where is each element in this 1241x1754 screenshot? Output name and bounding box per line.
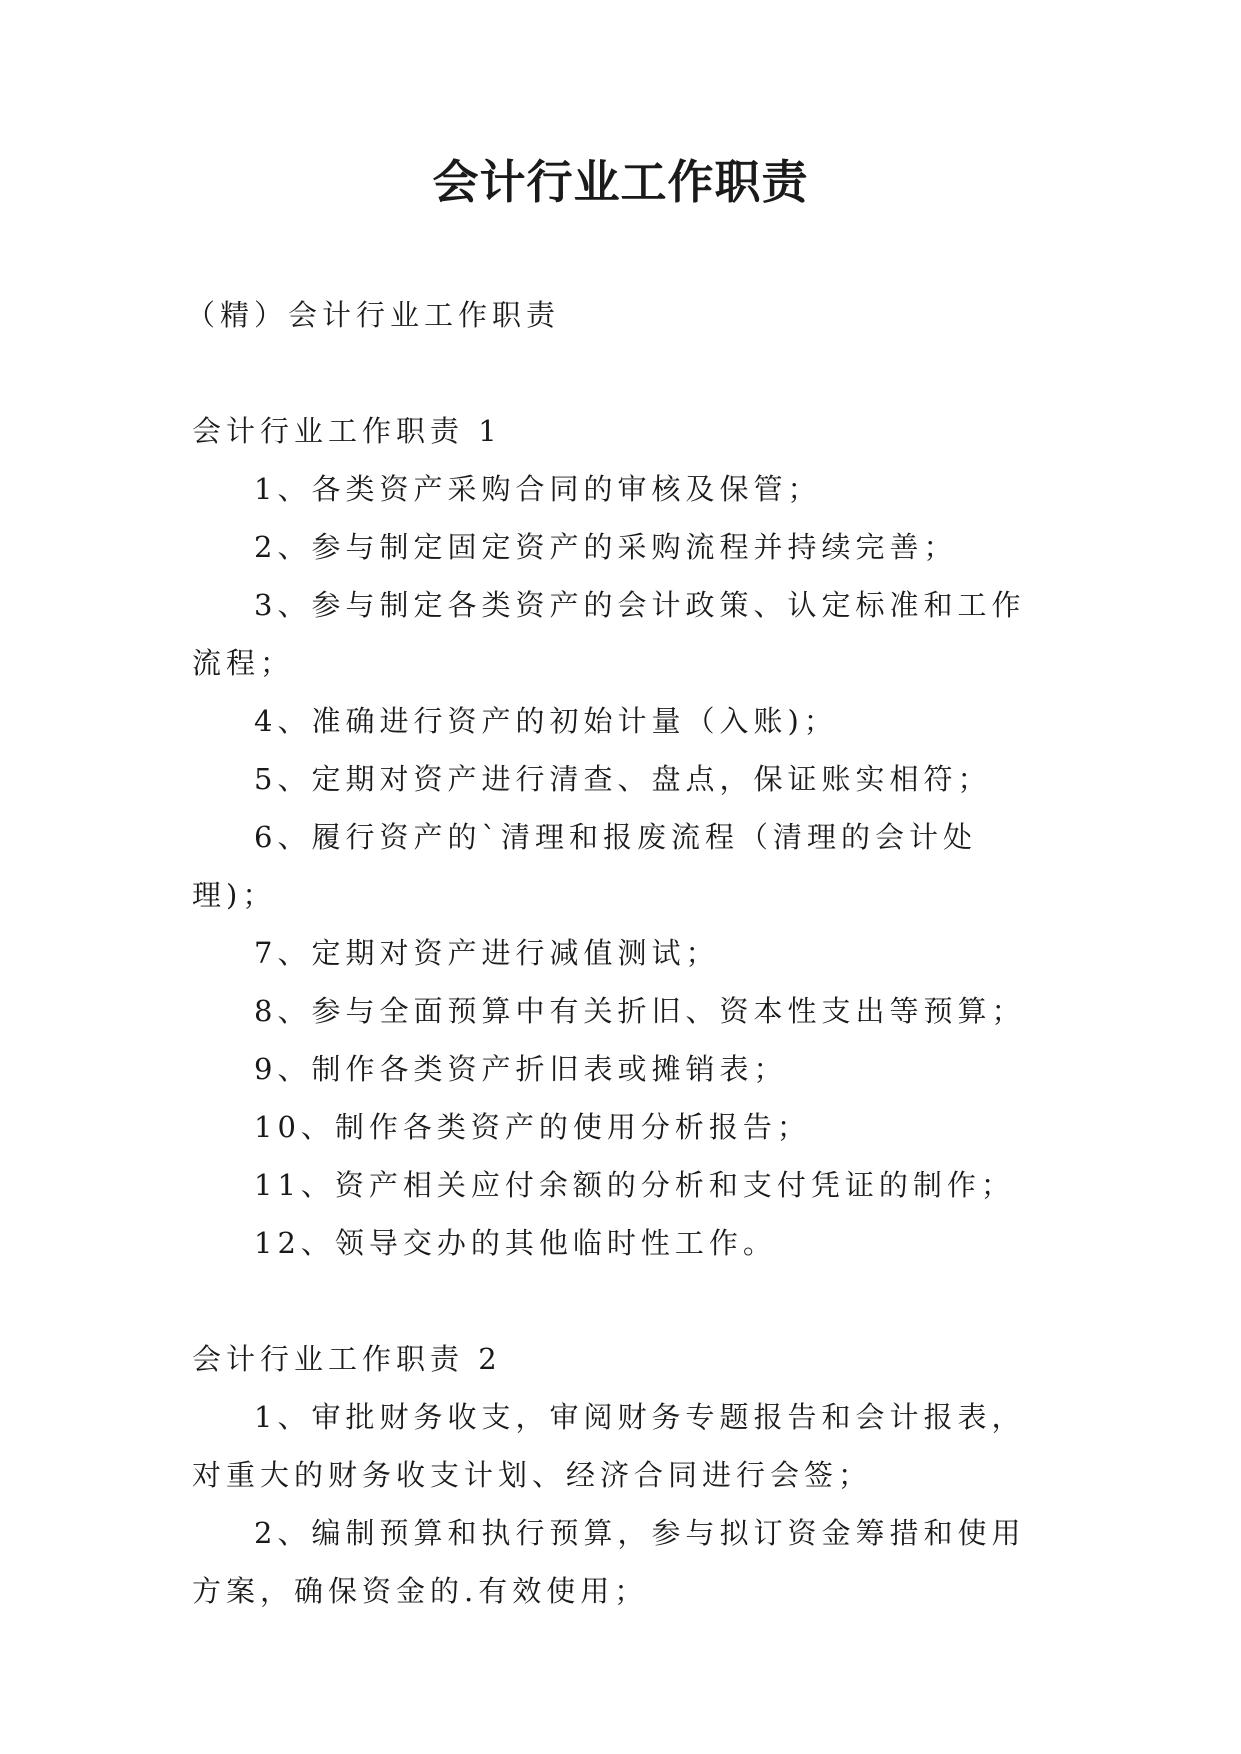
list-item: 8、参与全面预算中有关折旧、资本性支出等预算； <box>254 994 1026 1028</box>
list-item: 4、准确进行资产的初始计量（入账)； <box>254 704 838 738</box>
section-heading: 会计行业工作职责 1 <box>192 414 502 448</box>
list-item: 12、领导交办的其他临时性工作。 <box>254 1226 777 1260</box>
document-subtitle: （精）会计行业工作职责 <box>186 298 561 332</box>
list-item: 1、各类资产采购合同的审核及保管； <box>254 472 822 506</box>
list-item: 9、制作各类资产折旧表或摊销表； <box>254 1052 788 1086</box>
list-item: 5、定期对资产进行清查、盘点，保证账实相符； <box>254 762 992 796</box>
list-item: 6、履行资产的`清理和报废流程（清理的会计处理)； <box>192 820 977 912</box>
list-item: 1、审批财务收支，审阅财务专题报告和会计报表，对重大的财务收支计划、经济合同进行会签； <box>192 1400 1026 1492</box>
list-item: 2、参与制定固定资产的采购流程并持续完善； <box>254 530 958 564</box>
list-item: 2、编制预算和执行预算，参与拟订资金筹措和使用方案，确保资金的.有效使用； <box>192 1516 1026 1608</box>
document-title: 会计行业工作职责 <box>432 155 809 209</box>
section-2 <box>192 1330 1054 1620</box>
list-item: 3、参与制定各类资产的会计政策、认定标准和工作流程； <box>192 588 1026 680</box>
document-body <box>186 286 1054 1620</box>
section-heading: 会计行业工作职责 2 <box>192 1342 502 1376</box>
list-item: 11、资产相关应付余额的分析和支付凭证的制作； <box>254 1168 1015 1202</box>
list-item: 10、制作各类资产的使用分析报告； <box>254 1110 811 1144</box>
list-item: 7、定期对资产进行减值测试； <box>254 936 720 970</box>
section-1 <box>192 402 1054 1272</box>
